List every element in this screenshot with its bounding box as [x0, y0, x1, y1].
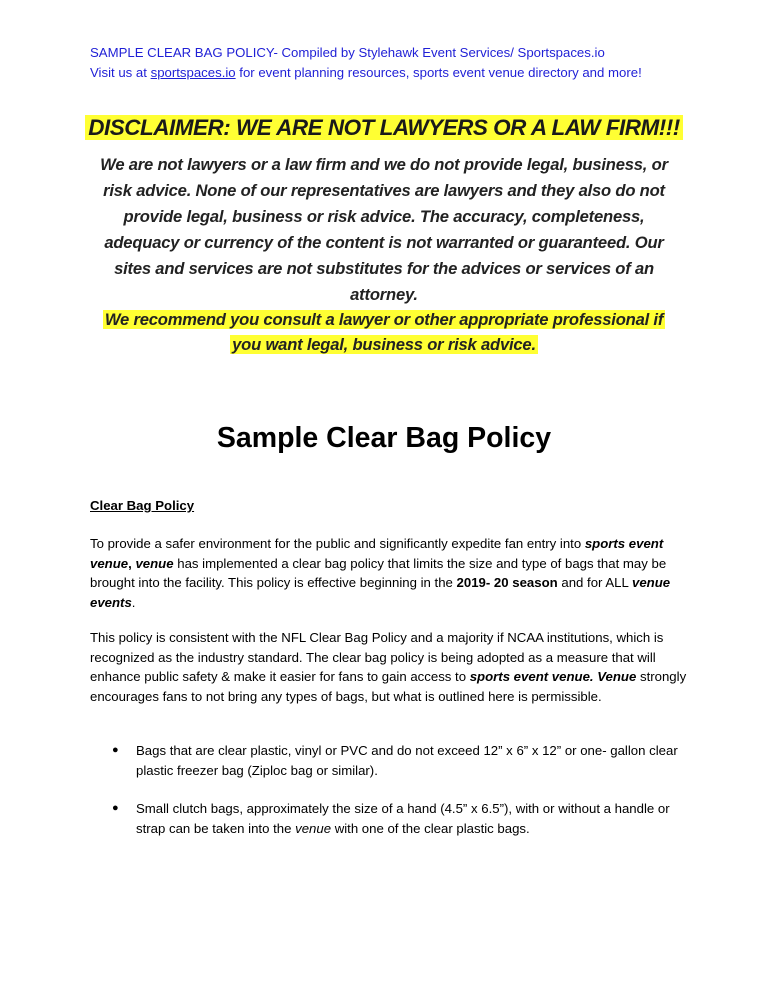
policy-paragraph-1	[90, 534, 690, 612]
header-compiled-by: SAMPLE CLEAR BAG POLICY- Compiled by Stylehawk Event Services/ Sportspaces.io	[90, 45, 605, 60]
p1-text-2: has implemented a clear bag policy that limits the size and type of bags that may be brought into the facility. This policy is effective beginning in the	[90, 555, 667, 591]
p2-venue-name: sports event venue. Venue	[469, 669, 637, 685]
bullet-1-text: Bags that are clear plastic, vinyl or PVC and do not exceed 12” x 6” x 12” or one- gallon clear plastic freezer bag (Ziploc bag or similar).	[136, 743, 678, 778]
header-visit-prefix: Visit us at	[90, 65, 151, 80]
permitted-bags-list	[90, 741, 690, 838]
policy-title: Sample Clear Bag Policy	[216, 422, 552, 454]
p1-venue-name: sports event venue	[90, 536, 664, 571]
recommendation	[90, 307, 678, 357]
p1-text-4: .	[131, 594, 136, 610]
bullet-2-venue: venue	[295, 820, 332, 836]
policy-paragraph-2	[90, 628, 690, 706]
list-item	[90, 799, 690, 838]
p1-comma: ,	[128, 555, 136, 571]
bullet-icon: ●	[112, 744, 119, 756]
disclaimer-title	[0, 114, 768, 142]
list-item	[90, 741, 690, 780]
bullet-2-text-2: with one of the clear plastic bags.	[331, 820, 530, 836]
p1-venue: venue	[135, 555, 174, 571]
header-visit-suffix: for event planning resources, sports event venue directory and more!	[235, 65, 642, 80]
header-visit-line	[90, 64, 642, 81]
p1-season: 2019- 20 season	[456, 575, 558, 591]
disclaimer-title-highlight: DISCLAIMER: WE ARE NOT LAWYERS OR A LAW FIRM!!!	[85, 115, 682, 140]
recommendation-highlight: We recommend you consult a lawyer or other appropriate professional if you want legal, business or risk advice.	[104, 310, 664, 354]
p2-text-1: This policy is consistent with the NFL Clear Bag Policy and a majority if NCAA institutions, which is recognized as the industry standard. The clear bag policy is being adopted as a measure that will enhance public safety & make it easier for fans to gain access to	[90, 630, 664, 685]
disclaimer-body: We are not lawyers or a law firm and we do not provide legal, business, or risk advice. None of our representatives are lawyers and they also do not provide legal, business or risk advice. The accuracy, completeness, adequacy or currency of the content is not warranted or guaranteed. Our sites and services are not substitutes for the advices or services of an attorney.	[100, 155, 668, 304]
bullet-icon: ●	[112, 802, 119, 815]
p1-text-3: and for ALL	[557, 575, 633, 591]
p1-text-1: To provide a safer environment for the public and significantly expedite fan entry into	[90, 536, 585, 551]
p2-text-2: strongly encourages fans to not bring any types of bags, but what is outlined here is permissible.	[90, 669, 687, 704]
sportspaces-link[interactable]: sportspaces.io	[150, 65, 236, 80]
bullet-2-text-1: Small clutch bags, approximately the size of a hand (4.5” x 6.5”), with or without a handle or strap can be taken into the	[136, 801, 670, 836]
p1-venue-events: venue events	[90, 575, 671, 610]
section-heading: Clear Bag Policy	[90, 498, 195, 513]
